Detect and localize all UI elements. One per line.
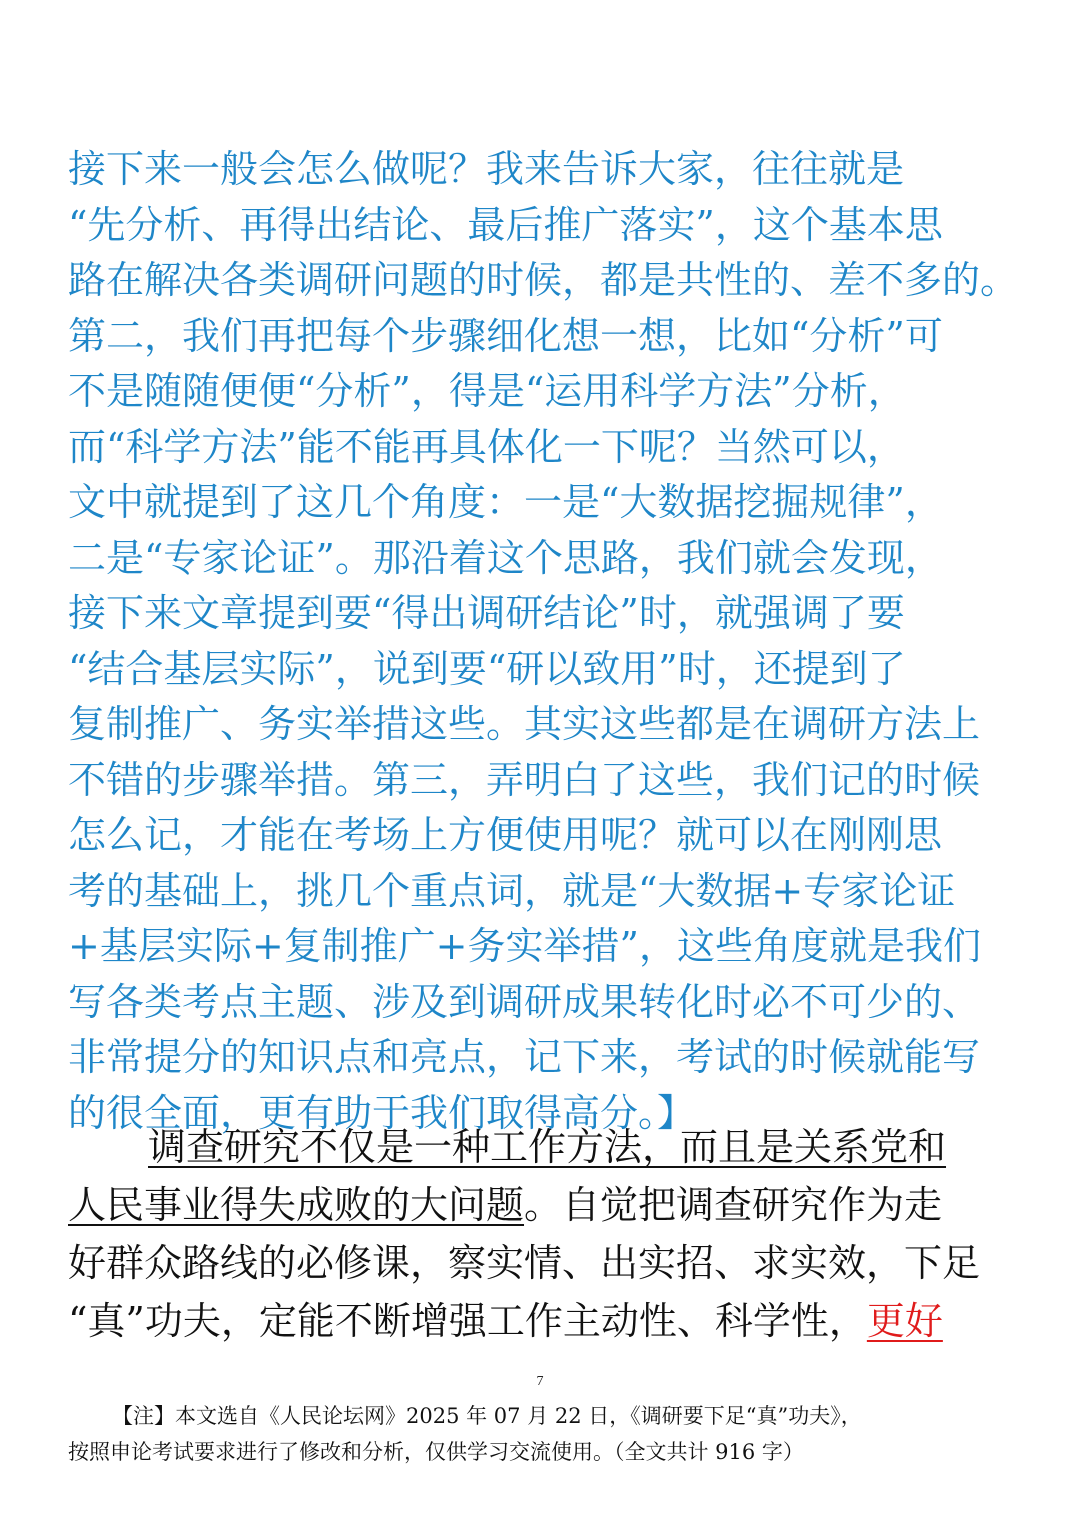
body-text: 。自觉把调查研究作为走 [524,1183,943,1227]
analysis-line: 接下来一般会怎么做呢？我来告诉大家，往往就是 [68,147,905,191]
page-number: 7 [536,1374,544,1389]
note-line: 【注】本文选自《人民论坛网》2025 年 07 月 22 日，《调研要下足“真”功夫》， [112,1404,862,1428]
analysis-line: 复制推广、务实举措这些。其实这些都是在调研方法上 [68,702,981,746]
underlined-text: 调查研究不仅是一种工作方法，而且是关系党和 [148,1125,947,1169]
note-line: 按照申论考试要求进行了修改和分析，仅供学习交流使用。（全文共计 916 字） [68,1440,804,1464]
body-line [68,1292,1028,1350]
body-line [68,1176,1028,1234]
body-line [68,1118,1028,1176]
analysis-line: 路在解决各类调研问题的时候，都是共性的、差不多的。 [68,258,1019,302]
highlighted-text: 更好 [866,1299,943,1343]
analysis-line: 二是“专家论证”。那沿着这个思路，我们就会发现， [68,535,943,580]
analysis-line: +基层实际+复制推广+务实举措”，这些角度就是我们 [68,924,981,968]
analysis-line: 写各类考点主题、涉及到调研成果转化时必不可少的、 [68,979,981,1024]
analysis-commentary [68,142,1028,1141]
underlined-text: 人民事业得失成败的大问题 [68,1183,525,1227]
analysis-line: “结合基层实际”，说到要“研以致用”时，还提到了 [68,646,906,691]
analysis-line: 的很全面，更有助于我们取得高分。】 [68,1090,696,1135]
analysis-line: 怎么记，才能在考场上方便使用呢？就可以在刚刚思 [68,813,943,857]
body-text: “真”功夫，定能不断增强工作主动性、科学性， [68,1299,867,1343]
analysis-line: 考的基础上，挑几个重点词，就是“大数据+专家论证 [68,868,956,913]
body-paragraph [68,1118,1028,1350]
analysis-line: “先分析、再得出结论、最后推广落实”，这个基本思 [68,202,943,247]
analysis-line: 第二，我们再把每个步骤细化想一想，比如“分析”可 [68,313,943,358]
analysis-line: 不错的步骤举措。第三，弄明白了这些，我们记的时候 [68,757,981,802]
body-line: 好群众路线的必修课，察实情、出实招、求实效，下足 [68,1241,981,1285]
source-note [68,1398,1028,1470]
analysis-line: 而“科学方法”能不能再具体化一下呢？当然可以， [68,424,905,469]
analysis-line: 非常提分的知识点和亮点，记下来，考试的时候就能写 [68,1035,981,1079]
analysis-line: 文中就提到了这几个角度：一是“大数据挖掘规律”， [68,480,943,524]
analysis-line: 不是随随便便“分析”，得是“运用科学方法”分析， [68,369,906,413]
analysis-line: 接下来文章提到要“得出调研结论”时，就强调了要 [68,591,905,635]
